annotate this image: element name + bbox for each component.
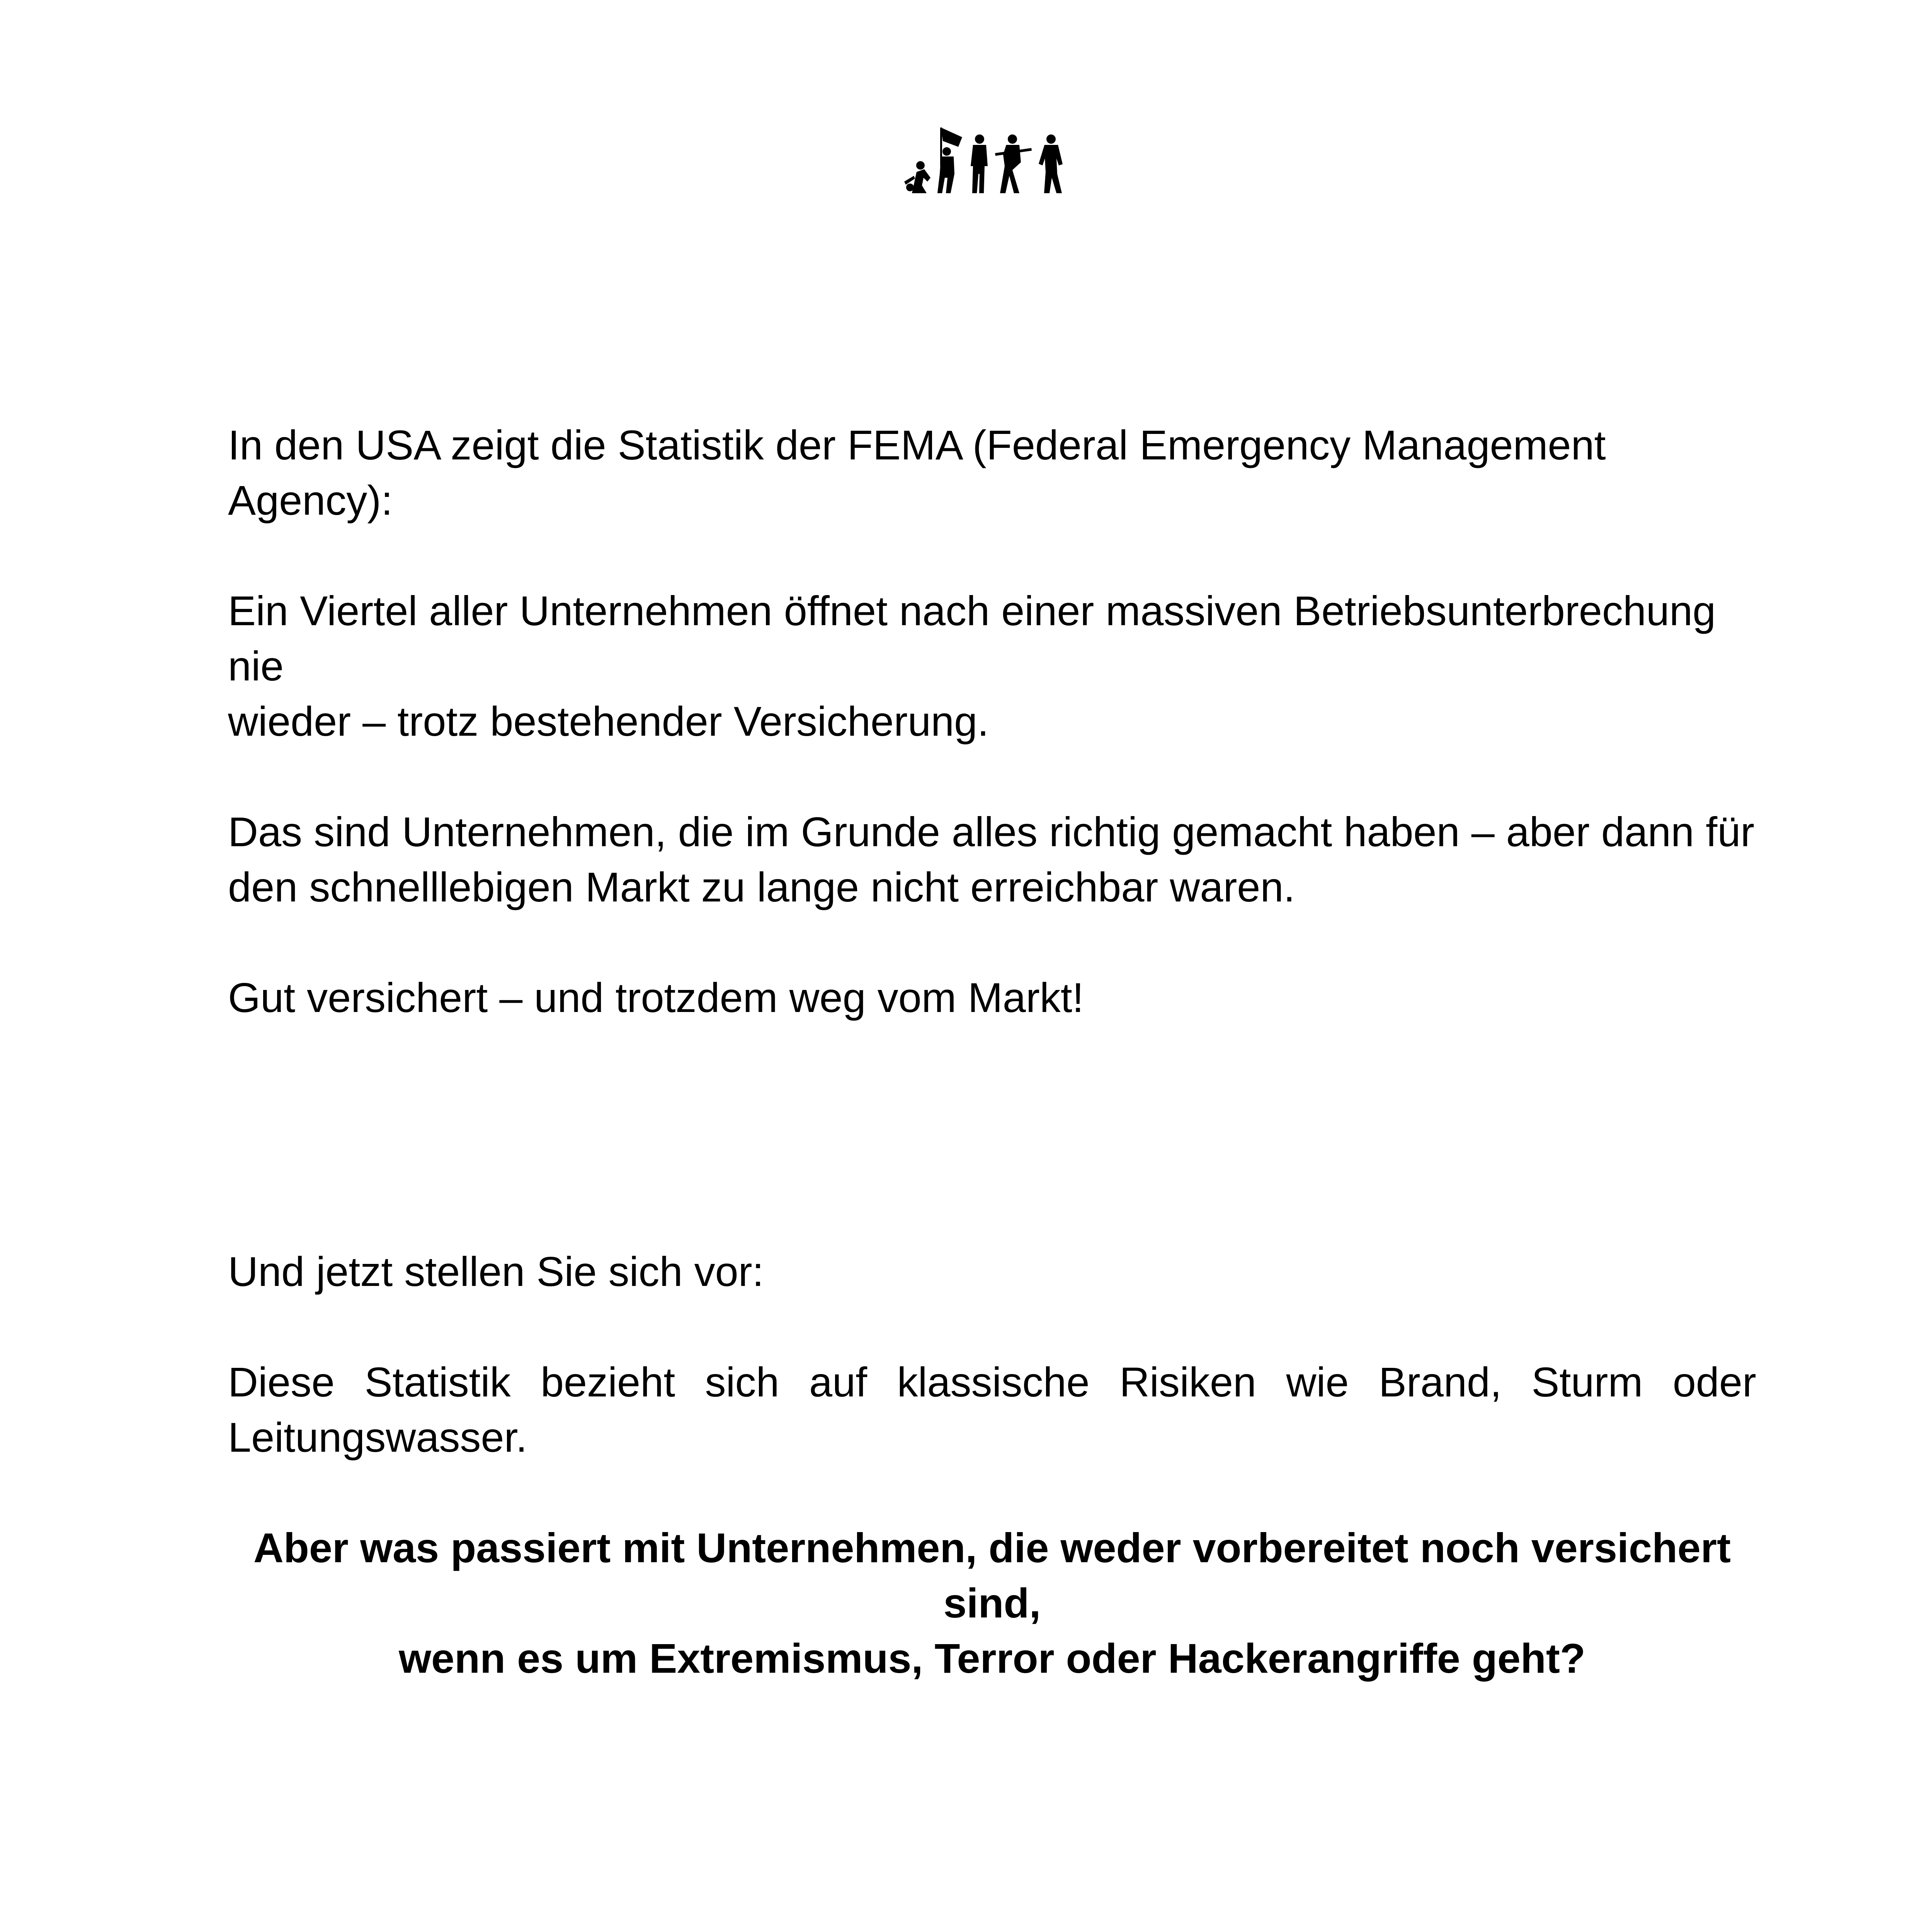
text-line: den schnelllebigen Markt zu lange nicht erreichbar waren. xyxy=(228,864,1295,910)
paragraph-fema-intro: In den USA zeigt die Statistik der FEMA (Federal Emergency Management Agency): xyxy=(228,422,1606,524)
paragraph-did-everything-right xyxy=(228,804,1756,915)
paragraph-quarter-businesses xyxy=(228,583,1756,749)
standing-soldier-icon xyxy=(971,134,988,193)
body-text xyxy=(228,417,1756,1686)
rifle-soldier-icon xyxy=(995,134,1032,193)
text-line: wenn es um Extremismus, Terror oder Hackerangriffe geht? xyxy=(399,1635,1585,1682)
paragraph-classic-risks: Diese Statistik bezieht sich auf klassische Risiken wie Brand, Sturm oder Leitungswasser. xyxy=(228,1359,1756,1461)
flag-bearer-soldier-icon xyxy=(937,128,962,193)
crouching-soldier-icon xyxy=(904,161,930,193)
soldier-silhouettes-icon xyxy=(896,124,1090,195)
text-line: Das sind Unternehmen, die im Grunde alles richtig gemacht haben – aber dann für xyxy=(228,808,1755,855)
paragraph-key-question xyxy=(228,1520,1756,1686)
paragraph-well-insured: Gut versichert – und trotzdem weg vom Markt! xyxy=(228,974,1084,1021)
text-line: Ein Viertel aller Unternehmen öffnet nach einer massiven Betriebsunterbrechung nie xyxy=(228,587,1716,689)
text-line: Aber was passiert mit Unternehmen, die weder vorbereitet noch versichert sind, xyxy=(253,1524,1731,1626)
paragraph-imagine: Und jetzt stellen Sie sich vor: xyxy=(228,1248,764,1295)
marching-soldier-icon xyxy=(1039,134,1063,193)
text-line: wieder – trotz bestehender Versicherung. xyxy=(228,698,989,745)
